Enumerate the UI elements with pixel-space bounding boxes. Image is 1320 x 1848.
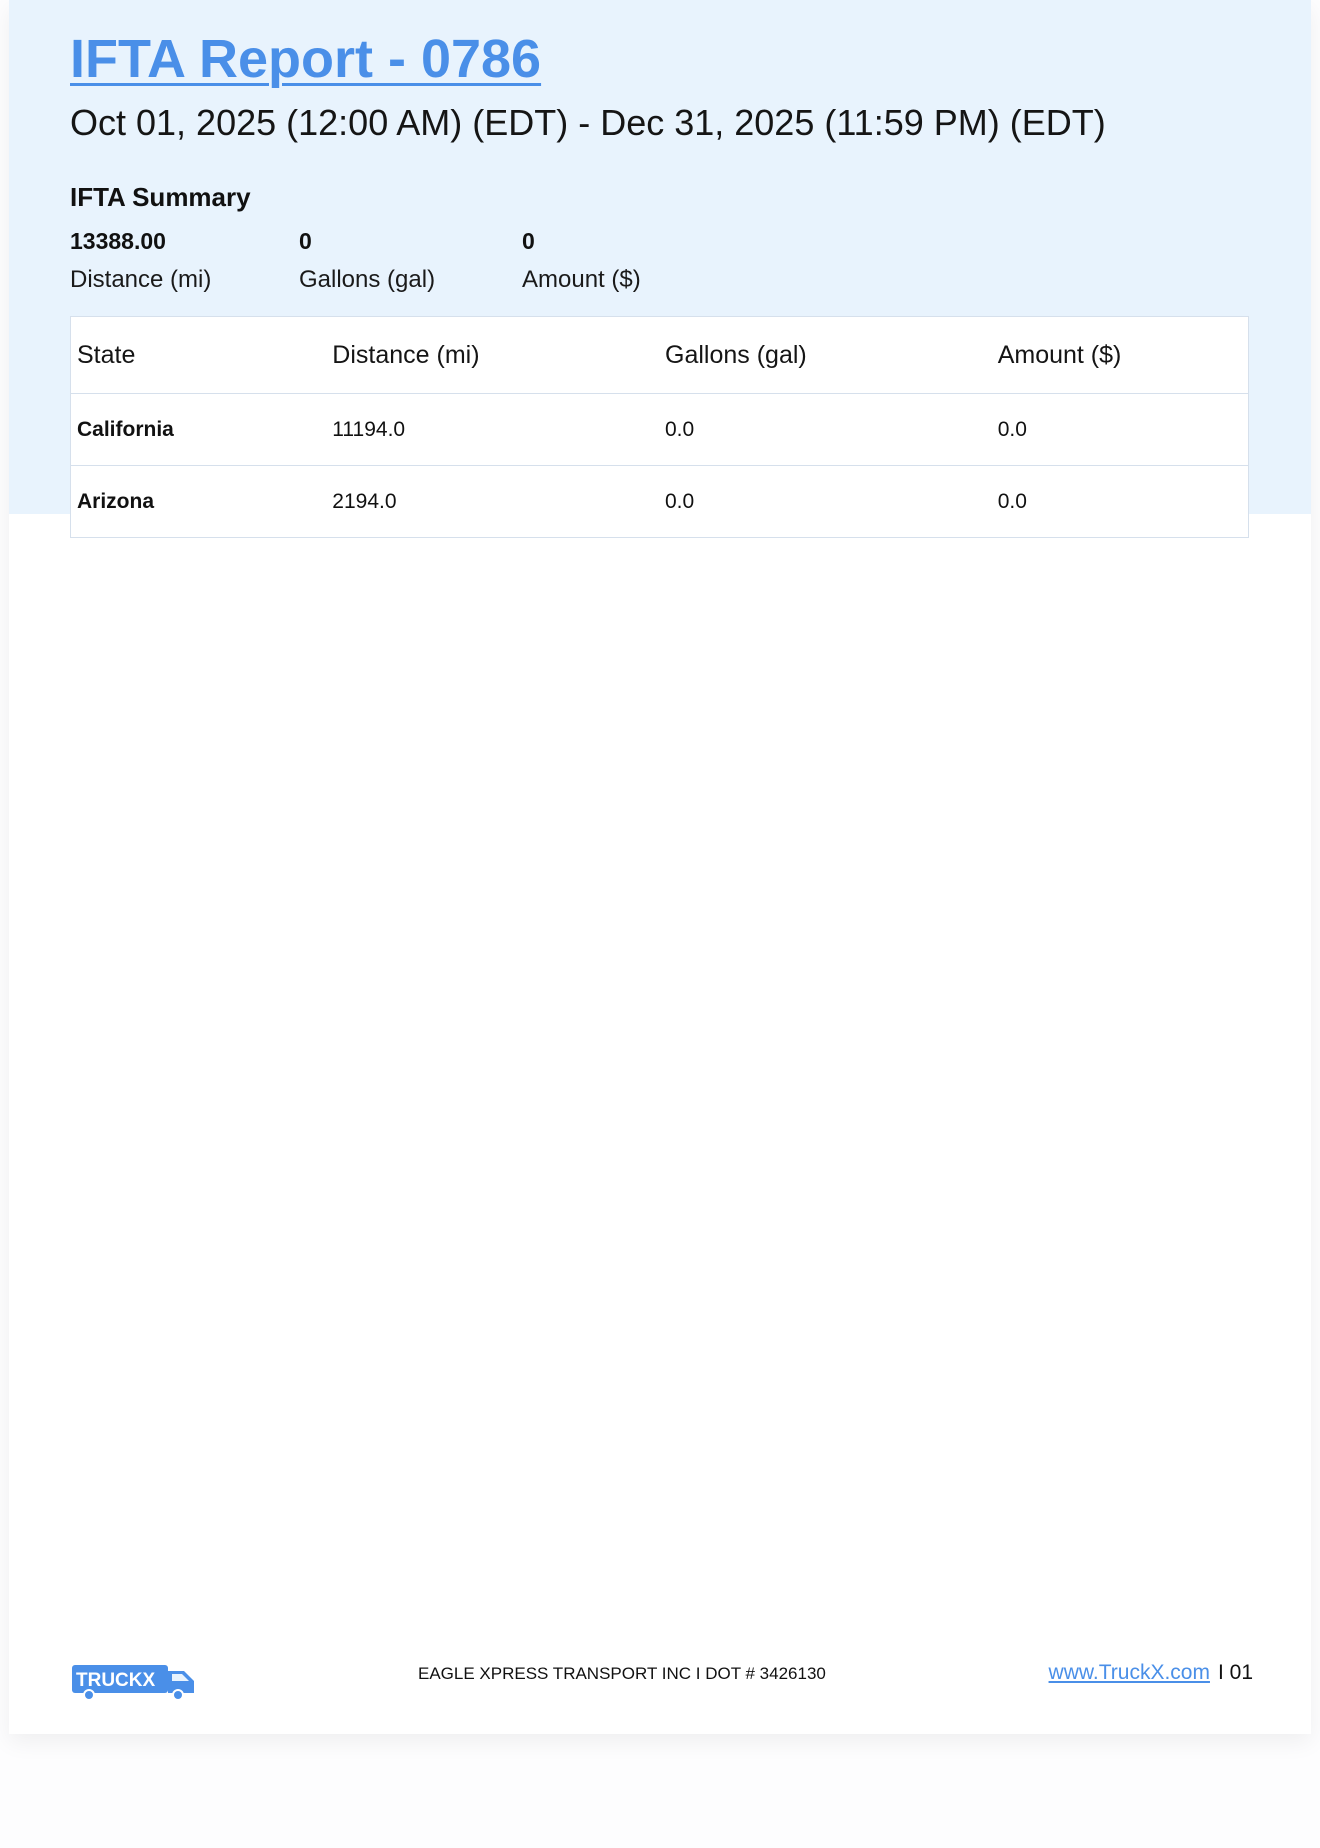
summary-heading: IFTA Summary (70, 182, 251, 212)
metric-label: Distance (mi) (70, 266, 212, 293)
cell-state: California (71, 394, 327, 466)
cell-amount: 0.0 (992, 394, 1249, 466)
cell-gallons: 0.0 (659, 466, 992, 538)
summary-metric-amount (522, 228, 641, 294)
cell-state: Arizona (71, 466, 327, 538)
metric-label: Amount ($) (522, 266, 641, 293)
svg-text:TRUCKX: TRUCKX (76, 1670, 156, 1691)
metric-value: 0 (299, 228, 312, 254)
page-footer (9, 1652, 1311, 1700)
footer-company-dot: EAGLE XPRESS TRANSPORT INC I DOT # 3426130 (418, 1664, 826, 1683)
cell-amount: 0.0 (992, 466, 1249, 538)
summary-metric-gallons (299, 228, 435, 294)
column-header-distance: Distance (mi) (326, 317, 659, 394)
state-table (70, 316, 1249, 538)
report-title-link[interactable]: IFTA Report - 0786 (70, 29, 542, 89)
column-header-state: State (71, 317, 327, 394)
summary-metric-distance (70, 228, 211, 294)
page-number: I 01 (1217, 1661, 1253, 1684)
truckx-logo (72, 1657, 196, 1703)
report-date-range: Oct 01, 2025 (12:00 AM) (EDT) - Dec 31, 2025 (11:59 PM) (EDT) (70, 102, 1106, 143)
column-header-gallons: Gallons (gal) (659, 317, 992, 394)
metric-label: Gallons (gal) (299, 266, 436, 293)
cell-distance: 11194.0 (326, 394, 659, 466)
website-link[interactable]: www.TruckX.com (1048, 1661, 1210, 1684)
report-page (9, 0, 1311, 1734)
metric-value: 0 (522, 228, 535, 254)
table-header-row (71, 317, 1249, 394)
column-header-amount: Amount ($) (992, 317, 1249, 394)
metric-value: 13388.00 (70, 228, 166, 254)
cell-gallons: 0.0 (659, 394, 992, 466)
table-row (71, 394, 1249, 466)
table-row (71, 466, 1249, 538)
cell-distance: 2194.0 (326, 466, 659, 538)
footer-right (1049, 1661, 1253, 1685)
